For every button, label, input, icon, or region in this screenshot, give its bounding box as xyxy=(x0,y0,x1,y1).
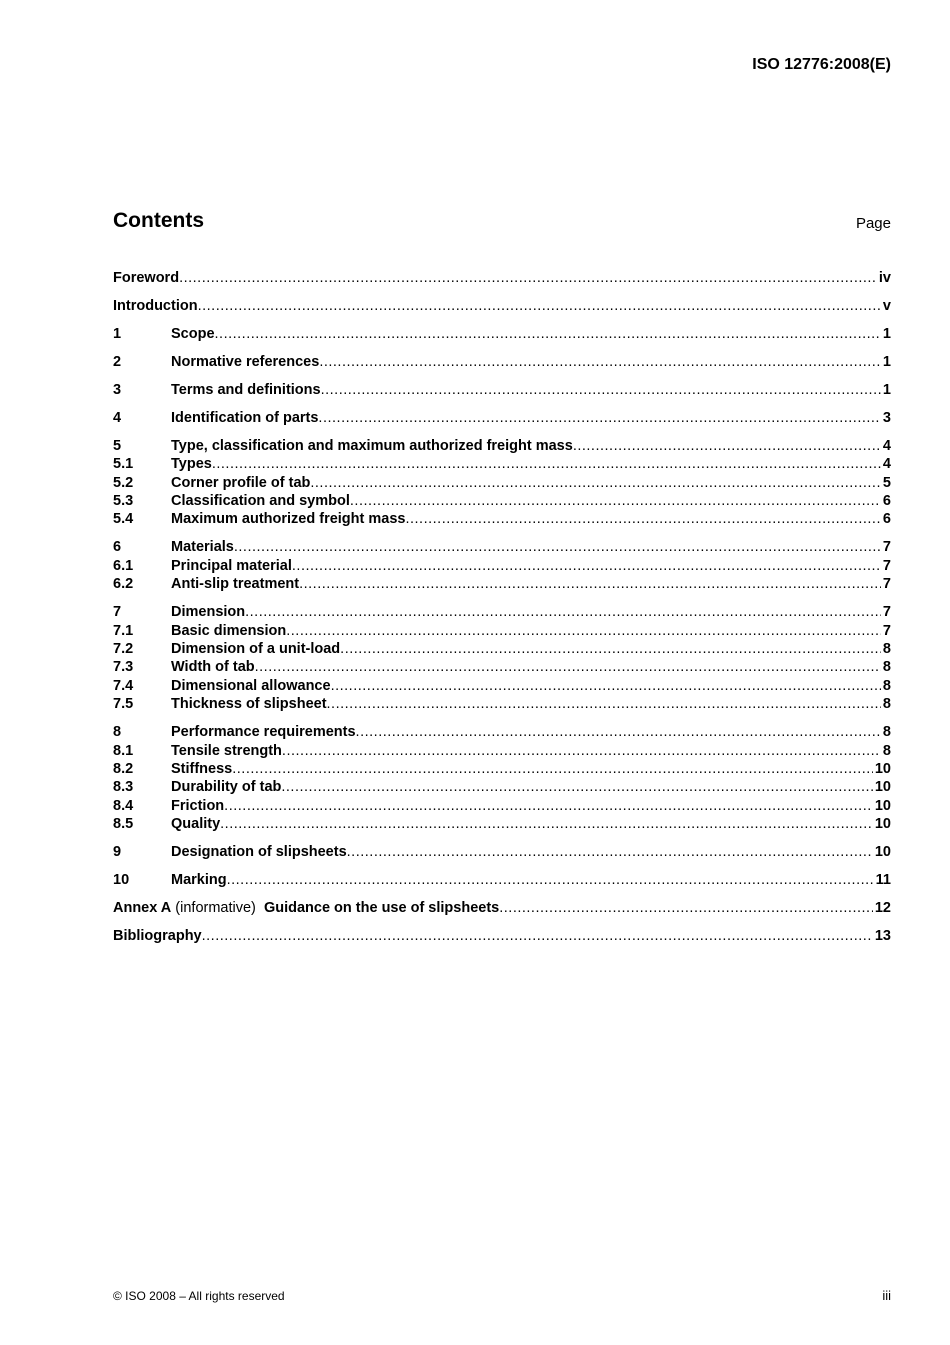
toc-entry-title xyxy=(171,353,319,371)
toc-entry-number: 6.2 xyxy=(113,576,134,593)
toc-entry-number: 5.1 xyxy=(113,456,134,473)
toc-entry[interactable] xyxy=(113,622,891,640)
toc-entry-title-text: Stiffness xyxy=(171,760,233,777)
toc-entry-title-text: Designation of slipsheets xyxy=(171,844,347,861)
toc-dot-leader xyxy=(356,723,881,741)
toc-dot-leader xyxy=(202,927,873,945)
toc-entry-page: 7 xyxy=(882,604,891,621)
toc-entry-title-text: Annex A xyxy=(113,900,172,917)
toc-entry[interactable] xyxy=(113,658,891,676)
toc-entry-title xyxy=(171,575,299,593)
toc-entry[interactable] xyxy=(113,325,891,343)
toc-entry-title xyxy=(171,843,347,861)
toc-entry-page: 10 xyxy=(874,760,891,777)
toc-entry-number: 7.2 xyxy=(113,641,134,657)
toc-dot-leader xyxy=(232,760,873,778)
toc-entry-page: 3 xyxy=(882,409,891,426)
toc-entry[interactable] xyxy=(113,760,891,778)
toc-entry-page: 10 xyxy=(874,779,891,796)
toc-entry-number: 10 xyxy=(113,872,130,889)
toc-entry-number: 7 xyxy=(113,604,122,621)
toc-entry-page: 8 xyxy=(882,724,891,741)
toc-entry-title-text: Friction xyxy=(171,797,225,814)
toc-entry-title xyxy=(113,927,202,945)
toc-entry[interactable] xyxy=(113,455,891,473)
toc-entry-number: 8.5 xyxy=(113,816,134,833)
toc-entry[interactable] xyxy=(113,778,891,796)
toc-entry-title xyxy=(171,325,215,343)
toc-entry[interactable] xyxy=(113,492,891,510)
toc-entry-title-text: Tensile strength xyxy=(171,742,282,759)
toc-dot-leader xyxy=(573,437,881,455)
toc-entry-title-text: Terms and definitions xyxy=(171,381,321,398)
toc-entry-page: 10 xyxy=(874,797,891,814)
toc-dot-leader xyxy=(179,269,877,287)
toc-dot-leader xyxy=(220,815,873,833)
toc-dot-leader xyxy=(198,297,881,315)
toc-dot-leader xyxy=(340,640,881,658)
toc-entry-page: 8 xyxy=(882,659,891,676)
toc-entry[interactable] xyxy=(113,557,891,575)
toc-entry-page: 7 xyxy=(882,557,891,574)
toc-dot-leader xyxy=(282,742,881,760)
toc-entry[interactable] xyxy=(113,538,891,556)
toc-dot-leader xyxy=(319,353,881,371)
toc-entry[interactable] xyxy=(113,353,891,371)
toc-entry[interactable] xyxy=(113,575,891,593)
toc-entry-title-text: Foreword xyxy=(113,270,180,286)
toc-entry[interactable] xyxy=(113,603,891,621)
toc-entry[interactable] xyxy=(113,695,891,713)
toc-entry-number: 8.2 xyxy=(113,760,134,777)
toc-dot-leader xyxy=(318,409,881,427)
toc-entry-title xyxy=(171,677,331,695)
toc-entry-number: 2 xyxy=(113,353,122,370)
toc-entry-number: 6 xyxy=(113,539,122,556)
page-column-label: Page xyxy=(855,215,891,232)
toc-entry-page: 12 xyxy=(874,900,891,917)
footer-page-number: iii xyxy=(882,1288,891,1303)
toc-entry[interactable] xyxy=(113,742,891,760)
toc-entry[interactable] xyxy=(113,409,891,427)
toc-entry-number: 7.5 xyxy=(113,696,134,713)
toc-entry-title-text: Quality xyxy=(171,816,221,833)
toc-entry-number: 8.3 xyxy=(113,779,134,796)
toc-entry-number: 7.1 xyxy=(113,622,134,639)
toc-entry[interactable] xyxy=(113,797,891,815)
toc-entry[interactable] xyxy=(113,815,891,833)
toc-entry-number: 7.4 xyxy=(113,677,134,694)
toc-entry[interactable] xyxy=(113,474,891,492)
toc-entry-title xyxy=(113,269,179,287)
toc-entry-page: 10 xyxy=(874,816,891,833)
toc-entry-title xyxy=(171,603,245,621)
toc-entry-title-suffix: Guidance on the use of slipsheets xyxy=(259,900,500,917)
toc-entry-page: 8 xyxy=(882,696,891,713)
toc-entry[interactable] xyxy=(113,510,891,528)
toc-entry-title-text: Classification and symbol xyxy=(171,493,350,510)
toc-dot-leader xyxy=(212,455,881,473)
toc-entry[interactable] xyxy=(113,640,891,658)
toc-entry-number: 6.1 xyxy=(113,557,134,574)
toc-dot-leader xyxy=(224,797,873,815)
toc-entry-title xyxy=(171,695,327,713)
toc-entry-title-text: Scope xyxy=(171,325,215,342)
toc-entry-title-text: Type, classification and maximum authorized freight mass xyxy=(171,437,573,454)
toc-entry-number: 5.3 xyxy=(113,493,134,510)
toc-entry-number: 8 xyxy=(113,724,122,741)
toc-entry[interactable] xyxy=(113,297,891,315)
toc-entry-title-text: Marking xyxy=(171,872,227,889)
toc-entry-page: v xyxy=(882,297,891,314)
toc-entry-title xyxy=(171,815,220,833)
toc-entry-page: 4 xyxy=(882,437,891,454)
toc-entry-title xyxy=(113,899,499,917)
toc-entry[interactable] xyxy=(113,381,891,399)
toc-entry-title-text: Bibliography xyxy=(113,928,202,945)
toc-entry-title xyxy=(171,455,212,473)
toc-entry-title xyxy=(171,640,340,658)
toc-dot-leader xyxy=(234,538,881,556)
toc-entry-title xyxy=(113,297,198,315)
toc-dot-leader xyxy=(347,843,873,861)
toc-entry[interactable] xyxy=(113,899,891,917)
toc-entry[interactable] xyxy=(113,843,891,861)
toc-entry-annex-type: (informative) xyxy=(171,900,260,917)
toc-entry-number: 5.4 xyxy=(113,511,134,528)
toc-entry[interactable] xyxy=(113,269,891,287)
toc-dot-leader xyxy=(499,899,873,917)
toc-entry-page: 11 xyxy=(875,872,891,889)
toc-dot-leader xyxy=(299,575,881,593)
toc-entry-title xyxy=(171,381,321,399)
toc-entry-title xyxy=(171,538,234,556)
toc-entry-page: 4 xyxy=(882,456,891,473)
toc-dot-leader xyxy=(215,325,881,343)
toc-entry-title-text: Width of tab xyxy=(171,659,255,676)
toc-entry-page: 13 xyxy=(874,928,891,945)
toc-entry-title xyxy=(171,474,310,492)
toc-entry-title xyxy=(171,778,281,796)
toc-entry-page: 6 xyxy=(882,493,891,510)
toc-entry-title-text: Principal material xyxy=(171,557,292,574)
toc-entry-page: 7 xyxy=(882,539,891,556)
toc-entry-title-text: Materials xyxy=(171,539,234,556)
toc-entry-page: iv xyxy=(878,270,891,286)
toc-entry-title xyxy=(171,797,224,815)
toc-entry-title-text: Anti-slip treatment xyxy=(171,576,300,593)
toc-entry-page: 1 xyxy=(882,381,891,398)
toc-dot-leader xyxy=(245,603,881,621)
toc-entry-title xyxy=(171,437,573,455)
toc-entry-title xyxy=(171,622,286,640)
toc-entry-title xyxy=(171,658,255,676)
toc-entry-page: 8 xyxy=(882,641,891,657)
toc-entry-title xyxy=(171,492,350,510)
toc-entry-title-text: Types xyxy=(171,456,212,473)
toc-dot-leader xyxy=(331,677,881,695)
toc-entry-title-text: Basic dimension xyxy=(171,622,287,639)
toc-entry-page: 1 xyxy=(882,325,891,342)
toc-entry-number: 3 xyxy=(113,381,122,398)
toc-entry-page: 7 xyxy=(882,576,891,593)
toc-entry-title-text: Introduction xyxy=(113,297,198,314)
toc-entry-page: 10 xyxy=(874,844,891,861)
toc-entry-number: 8.4 xyxy=(113,797,134,814)
footer-copyright: © ISO 2008 – All rights reserved xyxy=(113,1289,285,1303)
toc-entry[interactable] xyxy=(113,871,891,889)
toc-entry-number: 5.2 xyxy=(113,474,134,491)
toc-entry-page: 7 xyxy=(882,622,891,639)
toc-entry-title xyxy=(171,742,282,760)
toc-entry-page: 6 xyxy=(882,511,891,528)
toc-entry-number: 5 xyxy=(113,437,122,454)
toc-entry-number: 4 xyxy=(113,409,122,426)
toc-dot-leader xyxy=(327,695,881,713)
toc-entry-page: 1 xyxy=(882,353,891,370)
toc-entry-title-text: Maximum authorized freight mass xyxy=(171,511,406,528)
toc-entry-number: 8.1 xyxy=(113,742,134,759)
toc-entry-title-text: Normative references xyxy=(171,353,320,370)
toc-entry-title-text: Dimensional allowance xyxy=(171,677,331,694)
toc-entry-title-text: Thickness of slipsheet xyxy=(171,696,327,713)
toc-entry-page: 8 xyxy=(882,742,891,759)
toc-entry-title-text: Corner profile of tab xyxy=(171,474,311,491)
toc-entry-title xyxy=(171,871,227,889)
toc-entry[interactable] xyxy=(113,437,891,455)
toc-entry-number: 7.3 xyxy=(113,659,134,676)
toc-entry-title xyxy=(171,723,356,741)
toc-entry-number: 1 xyxy=(113,325,122,342)
toc-entry-title xyxy=(171,760,232,778)
toc-dot-leader xyxy=(321,381,881,399)
toc-dot-leader xyxy=(227,871,874,889)
table-of-contents xyxy=(113,269,891,945)
document-reference: ISO 12776:2008(E) xyxy=(752,56,891,73)
toc-entry-number: 9 xyxy=(113,844,122,861)
toc-dot-leader xyxy=(286,622,881,640)
toc-entry[interactable] xyxy=(113,723,891,741)
toc-entry-title-text: Dimension of a unit-load xyxy=(171,641,341,657)
contents-heading: Contents xyxy=(113,209,204,232)
toc-entry[interactable] xyxy=(113,927,891,945)
toc-entry-title-text: Durability of tab xyxy=(171,779,282,796)
toc-entry-title xyxy=(171,510,405,528)
toc-entry-title xyxy=(171,409,318,427)
toc-entry-title-text: Performance requirements xyxy=(171,724,356,741)
toc-entry[interactable] xyxy=(113,677,891,695)
toc-entry-title-text: Identification of parts xyxy=(171,409,319,426)
toc-entry-title-text: Dimension xyxy=(171,604,246,621)
toc-dot-leader xyxy=(292,557,881,575)
toc-dot-leader xyxy=(310,474,881,492)
toc-dot-leader xyxy=(405,510,880,528)
toc-dot-leader xyxy=(255,658,881,676)
toc-entry-title xyxy=(171,557,292,575)
toc-dot-leader xyxy=(281,778,872,796)
toc-entry-page: 8 xyxy=(882,677,891,694)
toc-entry-page: 5 xyxy=(882,474,891,491)
toc-dot-leader xyxy=(350,492,881,510)
